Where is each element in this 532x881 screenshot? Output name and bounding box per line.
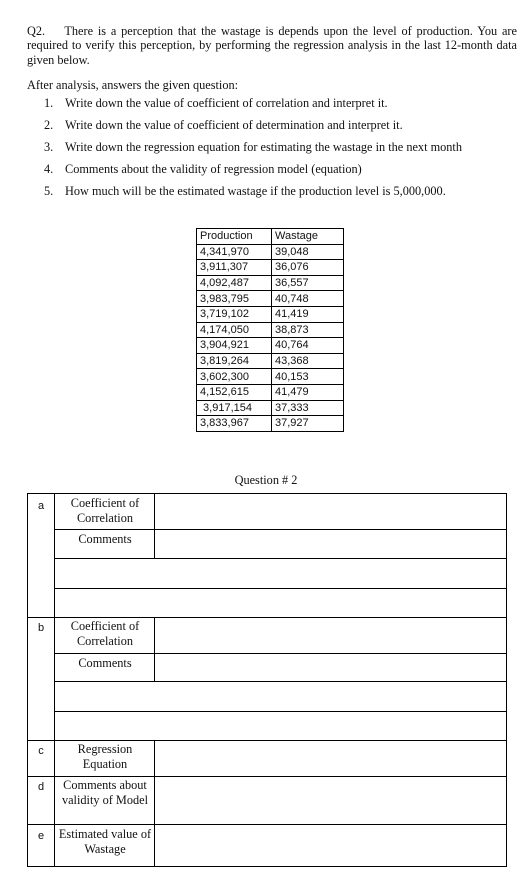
table-row <box>197 306 344 322</box>
list-text: Write down the value of coefficient of correlation and interpret it. <box>65 96 388 110</box>
list-text: Write down the regression equation for estimating the wastage in the next month <box>65 140 463 154</box>
wastage-cell: 36,076 <box>272 260 344 276</box>
answer-field-c-equation[interactable] <box>156 741 504 775</box>
production-cell: 4,152,615 <box>197 384 272 400</box>
list-number: 1. <box>44 96 54 110</box>
production-cell: 3,917,154 <box>197 400 272 416</box>
list-number: 3. <box>44 140 54 154</box>
divider <box>54 558 506 559</box>
answer-field-a-comments[interactable] <box>156 530 504 557</box>
question-intro: Q2. There is a perception that the wastage is depends upon the level of production. You are required to verify this perception, by performing the regression analysis in the last 12-month data given below. <box>27 24 517 67</box>
table-row <box>197 338 344 354</box>
answer-field-d-validity[interactable] <box>156 777 504 823</box>
table-row <box>197 369 344 385</box>
table-row <box>197 322 344 338</box>
wastage-cell: 37,927 <box>272 416 344 432</box>
coefficient-of-correlation-label: Coefficient of Correlation <box>70 496 140 525</box>
wastage-cell: 41,479 <box>272 384 344 400</box>
answer-field-b-comments[interactable] <box>156 654 504 680</box>
production-cell: 3,819,264 <box>197 353 272 369</box>
wastage-cell: 40,764 <box>272 338 344 354</box>
list-number: 4. <box>44 162 54 176</box>
list-text: How much will be the estimated wastage if the production level is 5,000,000. <box>65 184 446 198</box>
wastage-cell: 38,873 <box>272 322 344 338</box>
table-row <box>197 384 344 400</box>
production-cell: 3,911,307 <box>197 260 272 276</box>
answer-field-a-correlation[interactable] <box>156 495 504 528</box>
data-table <box>196 228 344 432</box>
list-text: Comments about the validity of regression model (equation) <box>65 162 362 176</box>
regression-equation-label: Regression Equation <box>77 742 133 771</box>
table-row <box>197 260 344 276</box>
production-cell: 3,904,921 <box>197 338 272 354</box>
instructions-line: After analysis, answers the given question: <box>27 78 239 92</box>
wastage-cell: 39,048 <box>272 244 344 260</box>
answer-field-e-estimate[interactable] <box>156 825 504 865</box>
table-row <box>197 353 344 369</box>
wastage-cell: 41,419 <box>272 306 344 322</box>
wastage-cell: 40,748 <box>272 291 344 307</box>
production-cell: 4,174,050 <box>197 322 272 338</box>
production-cell: 4,092,487 <box>197 275 272 291</box>
divider <box>54 494 55 866</box>
row-letter-a: a <box>37 500 45 512</box>
comments-label: Comments <box>78 532 132 546</box>
estimated-wastage-label: Estimated value of Wastage <box>58 827 152 856</box>
table-row <box>197 400 344 416</box>
header-production: Production <box>197 229 272 245</box>
list-number: 5. <box>44 184 54 198</box>
answer-field-b-correlation[interactable] <box>156 618 504 652</box>
header-wastage: Wastage <box>272 229 344 245</box>
wastage-cell: 36,557 <box>272 275 344 291</box>
question-caption: Question # 2 <box>234 473 298 487</box>
production-cell: 3,719,102 <box>197 306 272 322</box>
divider <box>54 681 506 682</box>
list-item <box>44 96 388 111</box>
comments-label: Comments <box>78 656 132 670</box>
divider <box>54 711 506 712</box>
list-item <box>44 118 403 133</box>
row-letter-d: d <box>37 781 45 793</box>
list-item <box>44 162 362 177</box>
wastage-cell: 37,333 <box>272 400 344 416</box>
production-cell: 3,983,795 <box>197 291 272 307</box>
table-row <box>197 244 344 260</box>
table-header-row <box>197 229 344 245</box>
production-cell: 3,602,300 <box>197 369 272 385</box>
wastage-cell: 43,368 <box>272 353 344 369</box>
table-row <box>197 291 344 307</box>
production-cell: 3,833,967 <box>197 416 272 432</box>
divider <box>54 588 506 589</box>
list-number: 2. <box>44 118 54 132</box>
list-item <box>44 140 462 155</box>
list-text: Write down the value of coefficient of determination and interpret it. <box>65 118 403 132</box>
coefficient-of-correlation-label: Coefficient of Correlation <box>70 619 140 648</box>
validity-comments-label: Comments about validity of Model <box>61 778 149 807</box>
wastage-cell: 40,153 <box>272 369 344 385</box>
table-row <box>197 416 344 432</box>
row-letter-b: b <box>37 622 45 634</box>
answer-sheet-table <box>27 493 507 867</box>
row-letter-c: c <box>38 745 44 757</box>
production-cell: 4,341,970 <box>197 244 272 260</box>
list-item <box>44 184 446 199</box>
table-row <box>197 275 344 291</box>
row-letter-e: e <box>37 830 45 842</box>
